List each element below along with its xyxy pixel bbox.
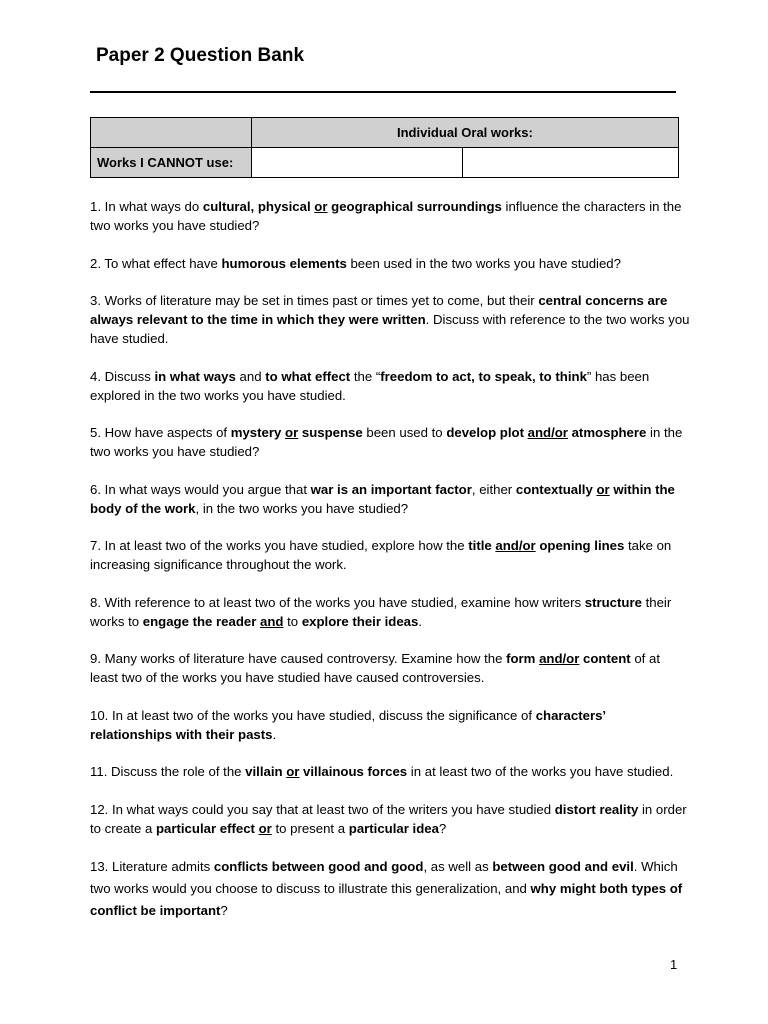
table-header-cell: Individual Oral works:: [251, 118, 678, 148]
question-text: the “: [350, 368, 381, 384]
question-text: in order to create a: [90, 801, 687, 836]
question-emphasis: war is an important factor: [310, 481, 472, 497]
question-text: been used in the two works you have studied?: [346, 255, 621, 271]
question-emphasis: villain: [245, 764, 287, 779]
question-text: influence the characters in the two works you have studied?: [90, 199, 682, 233]
question-emphasis: suspense: [298, 425, 363, 440]
question-emphasis: form: [506, 651, 540, 666]
question-text: to present a: [271, 820, 349, 836]
question-emphasis: and/or: [539, 651, 580, 666]
question-list: [90, 197, 690, 941]
question-emphasis: why might both types of conflict be important: [90, 881, 683, 918]
question-emphasis: humorous elements: [221, 255, 347, 271]
question-emphasis: conflicts between good and good: [213, 859, 424, 874]
work-cell-1[interactable]: [251, 148, 463, 178]
question-emphasis: or: [314, 199, 328, 214]
question-emphasis: or: [286, 764, 300, 779]
question-text: 6. In what ways would you argue that: [90, 481, 311, 497]
question-emphasis: and: [260, 613, 284, 629]
question-text: of at least two of the works you have studied have caused controversies.: [90, 651, 660, 685]
table-row-label: Works I CANNOT use:: [91, 148, 252, 178]
table-row: [91, 148, 679, 178]
oral-works-table: [90, 117, 679, 178]
question-item: [90, 291, 690, 348]
question-item: [90, 367, 690, 405]
page-title: Paper 2 Question Bank: [96, 45, 305, 66]
question-text: in at least two of the works you have studied.: [407, 764, 674, 779]
question-text: 9. Many works of literature have caused controversy. Examine how the: [90, 651, 507, 666]
question-text: , as well as: [423, 859, 493, 874]
question-item: [90, 856, 690, 922]
question-emphasis: structure: [584, 594, 642, 610]
question-text: ?: [220, 903, 228, 918]
question-text: in the two works you have studied?: [90, 425, 683, 459]
work-cell-2[interactable]: [463, 148, 679, 178]
question-item: [90, 593, 690, 631]
question-text: ” has been explored in the two works you have studied.: [90, 368, 650, 403]
question-emphasis: particular effect: [155, 820, 259, 836]
question-text: 12. In what ways could you say that at least two of the writers you have studied: [90, 801, 555, 817]
question-item: [90, 762, 690, 781]
question-text: 13. Literature admits: [90, 859, 214, 874]
question-emphasis: freedom to act, to speak, to think: [380, 368, 587, 384]
question-item: [90, 800, 690, 838]
question-text: to: [283, 613, 302, 629]
question-text: ?: [438, 820, 447, 836]
question-text: 10. In at least two of the works you have studied, discuss the significance of: [90, 707, 536, 723]
question-item: [90, 536, 690, 574]
question-text: 4. Discuss: [90, 368, 155, 384]
question-item: [90, 197, 690, 235]
page-number: 1: [670, 957, 678, 972]
question-emphasis: and/or: [495, 538, 536, 553]
question-text: 8. With reference to at least two of the works you have studied, examine how writers: [90, 594, 585, 610]
question-emphasis: and/or: [527, 425, 568, 440]
question-emphasis: contextually: [515, 481, 597, 497]
question-emphasis: characters’ relationships with their pasts: [90, 707, 606, 742]
question-text: 5. How have aspects of: [90, 425, 231, 440]
question-item: [90, 423, 690, 461]
question-text: 2. To what effect have: [90, 255, 222, 271]
question-emphasis: between good and evil: [492, 859, 634, 874]
question-text: , in the two works you have studied?: [195, 500, 409, 516]
question-text: 1. In what ways do: [90, 199, 203, 214]
question-emphasis: villainous forces: [299, 764, 408, 779]
question-text: .: [272, 726, 277, 742]
question-emphasis: distort reality: [554, 801, 639, 817]
question-item: [90, 254, 690, 273]
question-text: . Which two works would you choose to discuss to illustrate this generalization, and: [90, 859, 678, 896]
question-emphasis: atmosphere: [567, 425, 647, 440]
question-text: take on increasing significance throughout the work.: [90, 538, 672, 572]
question-emphasis: develop plot: [446, 425, 528, 440]
question-emphasis: or: [596, 481, 610, 497]
question-text: .: [418, 613, 423, 629]
question-emphasis: particular idea: [348, 820, 439, 836]
question-emphasis: explore their ideas: [301, 613, 419, 629]
question-text: their works to: [90, 594, 672, 629]
table-header-row: [91, 118, 679, 148]
question-item: [90, 649, 690, 687]
question-emphasis: to what effect: [265, 368, 351, 384]
question-emphasis: mystery: [230, 425, 286, 440]
question-text: and: [235, 368, 266, 384]
question-text: been used to: [362, 425, 447, 440]
question-text: 7. In at least two of the works you have studied, explore how the: [90, 538, 469, 553]
question-emphasis: or: [285, 425, 299, 440]
question-item: [90, 480, 690, 518]
question-emphasis: geographical surroundings: [327, 199, 502, 214]
table-corner-cell: [91, 118, 252, 148]
question-emphasis: central concerns are always relevant to the time in which they were written: [90, 293, 668, 327]
question-text: , either: [471, 481, 516, 497]
question-emphasis: in what ways: [154, 368, 236, 384]
question-emphasis: within the body of the work: [90, 481, 675, 516]
question-text: . Discuss with reference to the two works you have studied.: [90, 312, 690, 346]
question-emphasis: title: [468, 538, 496, 553]
title-underline-rule: [90, 91, 676, 93]
question-emphasis: content: [579, 651, 631, 666]
question-emphasis: engage the reader: [142, 613, 261, 629]
question-emphasis: opening lines: [535, 538, 625, 553]
question-text: 3. Works of literature may be set in times past or times yet to come, but their: [90, 293, 539, 308]
question-item: [90, 706, 690, 744]
question-emphasis: or: [258, 820, 272, 836]
question-emphasis: cultural, physical: [202, 199, 315, 214]
question-text: 11. Discuss the role of the: [90, 764, 246, 779]
